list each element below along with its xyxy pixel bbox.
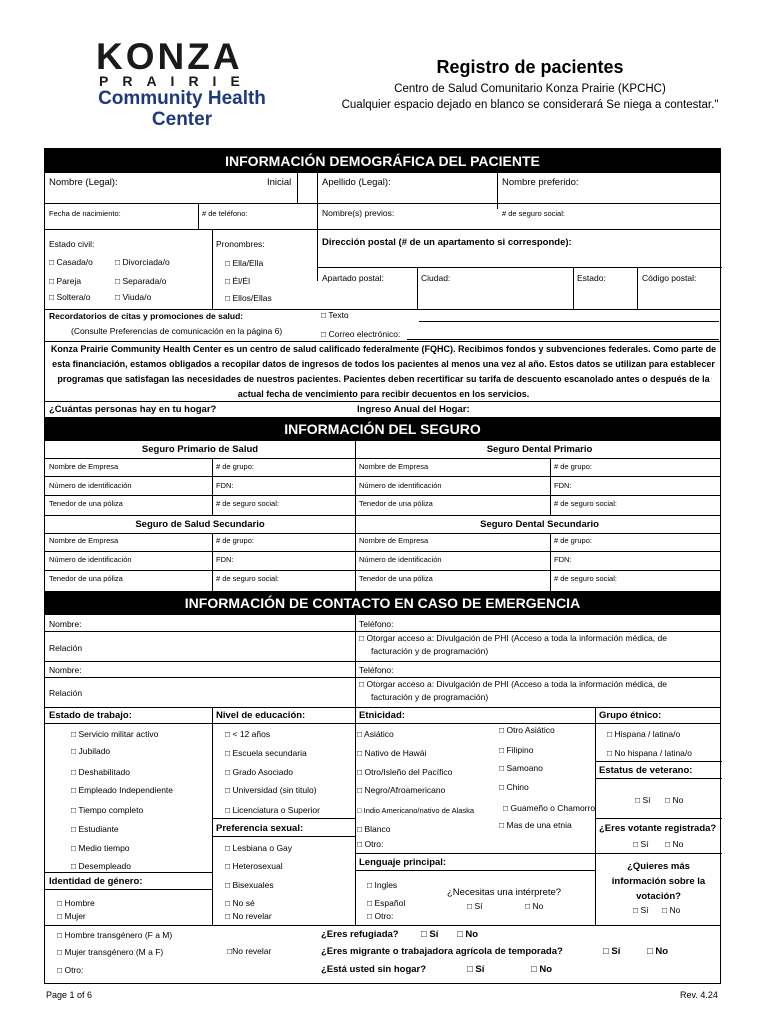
work-part-time[interactable]: □ Medio tiempo [71,843,130,853]
voting-info-q2: información sobre la [611,876,706,887]
previous-names-label[interactable]: Nombre(s) previos: [322,208,395,218]
section-emergency: INFORMACIÓN DE CONTACTO EN CASO DE EMERGENCIA [45,591,720,615]
po-box-label[interactable]: Apartado postal: [322,273,384,283]
education-label: Nivel de educación: [216,710,306,721]
gender-trans-woman[interactable]: □ Mujer transgénero (M a F) [57,947,164,957]
ethnic-group-label: Grupo étnico: [599,710,662,721]
marital-soltera[interactable]: □ Soltera/o [49,292,91,302]
edu-university[interactable]: □ Universidad (sin titulo) [225,785,317,795]
work-student[interactable]: □ Estudiante [71,824,119,834]
sexpref-no-reveal[interactable]: □ No revelar [225,911,272,921]
marital-divorciada[interactable]: □ Divorciada/o [115,257,170,267]
veteran-no[interactable]: □ No [665,795,684,805]
ins2-ssn[interactable]: # de seguro social: [216,574,279,583]
logo-chc-line1: Community Health [98,88,266,109]
eth-other[interactable]: □ Otro: [357,839,384,849]
emerg1-phi-cont: facturación y de programación) [371,646,489,656]
city-label[interactable]: Ciudad: [421,273,451,283]
logo-prairie: PRAIRIE [99,73,254,89]
household-income-label[interactable]: Ingreso Anual del Hogar: [357,404,470,415]
homeless-no[interactable]: □ No [531,964,553,975]
eth-filipino[interactable]: □ Filipino [499,745,534,755]
voter-registered-label: ¿Eres votante registrada? [599,823,717,834]
dob-label[interactable]: Fecha de nacimiento: [49,209,121,218]
ins2-id[interactable]: Número de identificación [49,555,132,564]
ins2-group[interactable]: # de grupo: [216,536,254,545]
dent2-holder[interactable]: Tenedor de una póliza [359,574,433,583]
voting-info-yes[interactable]: □ Sí [633,905,649,915]
edu-high-school[interactable]: □ Escuela secundaria [225,748,307,758]
language-label: Lenguaje principal: [359,857,447,868]
fqhc-notice: Konza Prairie Community Health Center es un centro de salud calificado federalmente (FQHC). Recibimos fondos y subvenciones federales. Como parte de esta financiación, estamos obligados a recopilar datos de ingresos de todos los pacientes al menos una vez al año. Estos datos se utilizan para establecer programas que satisfagan las necesidades de nuestros pacientes. Pacientes deben recertificar su tarifa de descuento escanolado antes o después de la actual fecha de vencimiento para recibir decuentos en los servicios. [50,344,717,399]
gender-woman[interactable]: □ Mujer [57,911,86,921]
revision: Rev. 4.24 [680,990,718,1000]
initial-label[interactable]: Inicial [267,177,292,188]
pronouns-label: Pronombres: [216,239,265,249]
logo-chc-line2: Center [151,109,213,130]
ins1-id[interactable]: Número de identificación [49,481,132,490]
primary-dental-insurance: Seguro Dental Primario [486,444,593,455]
sexpref-dont-know[interactable]: □ No sé [225,898,255,908]
interpreter-label: ¿Necesitas una intérprete? [447,887,562,898]
ins1-fdn[interactable]: FDN: [216,481,234,490]
lang-english[interactable]: □ Ingles [367,880,398,890]
dent2-group[interactable]: # de grupo: [554,536,592,545]
kpchc-logo [96,36,271,132]
marital-status-label: Estado civil: [49,239,95,249]
migrant-label: ¿Eres migrante o trabajadora agrícola de temporada? [321,946,563,957]
emerg2-phone[interactable]: Teléfono: [359,665,394,675]
pronoun-el[interactable]: □ Él/Él [225,276,250,286]
eth-asian[interactable]: □ Asiático [357,729,394,739]
marital-casada[interactable]: □ Casada/o [49,257,93,267]
lang-spanish[interactable]: □ Español [367,898,406,908]
dent2-ssn[interactable]: # de seguro social: [554,574,617,583]
last-name-label[interactable]: Apellido (Legal): [322,177,391,188]
voter-yes[interactable]: □ Sí [633,839,649,849]
page-number: Page 1 of 6 [46,990,93,1000]
marital-pareja[interactable]: □ Pareja [49,276,82,286]
eth-native[interactable]: □ Indio Americano/nativo de Alaska [357,806,475,815]
mailing-address-label[interactable]: Dirección postal (# de un apartamento si corresponde): [322,237,572,248]
ins1-holder[interactable]: Tenedor de una póliza [49,499,123,508]
eth-other-asian[interactable]: □ Otro Asiático [499,725,555,735]
header-subtitle [320,81,740,113]
eth-chinese[interactable]: □ Chino [499,782,529,792]
migrant-no[interactable]: □ No [647,946,669,957]
voting-info-q3: votación? [636,891,681,902]
gender-trans-man[interactable]: □ Hombre transgénero (F a M) [57,930,173,940]
legal-name-label[interactable]: Nombre (Legal): [49,177,118,188]
ins1-ssn[interactable]: # de seguro social: [216,499,279,508]
interpreter-no[interactable]: □ No [525,901,544,911]
eth-hawaiian[interactable]: □ Nativo de Hawái [357,748,427,758]
ssn-label[interactable]: # de seguro social: [502,209,565,218]
eth-white[interactable]: □ Blanco [357,824,391,834]
sexual-preference-label: Preferencia sexual: [216,823,304,834]
household-size-label[interactable]: ¿Cuántas personas hay en tu hogar? [49,404,217,415]
refugee-no[interactable]: □ No [457,929,479,940]
preferred-name-label[interactable]: Nombre preferido: [502,177,579,188]
header-line1: Centro de Salud Comunitario Konza Prairie (KPCHC) [394,83,666,95]
eth-guamanian[interactable]: □ Guameño o Chamorro [503,803,596,813]
dent1-holder[interactable]: Tenedor de una póliza [359,499,433,508]
work-military[interactable]: □ Servicio militar activo [71,729,159,739]
eth-black[interactable]: □ Negro/Afroamericano [357,785,446,795]
homeless-label: ¿Está usted sin hogar? [321,964,427,975]
logo-konza: KONZA [96,36,243,77]
zip-label[interactable]: Código postal: [642,273,697,283]
ethnicity-label: Etnicidad: [359,710,405,721]
phone-label[interactable]: # de teléfono: [202,209,248,218]
refugee-label: ¿Eres refugiada? [321,929,399,940]
dent1-company[interactable]: Nombre de Empresa [359,462,429,471]
page-title: Registro de pacientes [436,57,624,77]
patient-form [44,148,721,984]
section-demographics: INFORMACIÓN DEMOGRÁFICA DEL PACIENTE [45,149,720,173]
dent1-fdn[interactable]: FDN: [554,481,572,490]
dent1-group[interactable]: # de grupo: [554,462,592,471]
gender-other[interactable]: □ Otro: [57,965,84,975]
marital-separada[interactable]: □ Separada/o [115,276,167,286]
pronoun-ella[interactable]: □ Ella/Ella [225,258,264,268]
edu-under-12[interactable]: □ < 12 años [225,729,271,739]
hispanic[interactable]: □ Hispana / latina/o [607,729,681,739]
dent2-id[interactable]: Número de identificación [359,555,442,564]
ins2-company[interactable]: Nombre de Empresa [49,536,119,545]
edu-associate[interactable]: □ Grado Asociado [225,767,293,777]
secondary-dental-insurance: Seguro Dental Secundario [480,519,599,530]
gender-man[interactable]: □ Hombre [57,898,95,908]
header-line2: Cualquier espacio dejado en blanco se considerará Se niega a contestar." [341,99,719,111]
eth-multi[interactable]: □ Mas de una etnia [499,820,572,830]
voting-info-no[interactable]: □ No [662,905,681,915]
work-retired[interactable]: □ Jubilado [71,746,111,756]
sexpref-hetero[interactable]: □ Heterosexual [225,861,283,871]
state-label[interactable]: Estado: [577,273,606,283]
work-self-employed[interactable]: □ Empleado Independiente [71,785,174,795]
emerg2-phi-cont: facturación y de programación) [371,692,489,702]
emerg2-relation[interactable]: Relación [49,688,83,698]
emerg1-name[interactable]: Nombre: [49,619,82,629]
work-disabled[interactable]: □ Deshabilitado [71,767,131,777]
emerg2-phi[interactable]: □ Otorgar acceso a: Divulgación de PHI (Acceso a toda la información médica, de [359,679,667,689]
dent1-id[interactable]: Número de identificación [359,481,442,490]
reminders-label: Recordatorios de citas y promociones de salud: [49,311,244,321]
sexpref-lesbian-gay[interactable]: □ Lesbiana o Gay [225,843,293,853]
ins1-company[interactable]: Nombre de Empresa [49,462,119,471]
dent2-company[interactable]: Nombre de Empresa [359,536,429,545]
gender-identity-label: Identidad de género: [49,876,143,887]
emerg1-phone[interactable]: Teléfono: [359,619,394,629]
emerg1-phi[interactable]: □ Otorgar acceso a: Divulgación de PHI (Acceso a toda la información médica, de [359,633,667,643]
secondary-health-insurance: Seguro de Salud Secundario [135,519,265,530]
lang-other[interactable]: □ Otro: [367,911,394,921]
reminder-text-checkbox[interactable]: □ Texto [321,310,349,320]
voter-no[interactable]: □ No [665,839,684,849]
work-status-label: Estado de trabajo: [49,710,132,721]
sexpref-bi[interactable]: □ Bisexuales [225,880,274,890]
work-unemployed[interactable]: □ Desempleado [71,861,131,871]
non-hispanic[interactable]: □ No hispana / latina/o [607,748,692,758]
refugee-yes[interactable]: □ Sí [421,929,439,940]
ins2-fdn[interactable]: FDN: [216,555,234,564]
veteran-yes[interactable]: □ Sí [635,795,651,805]
dent2-fdn[interactable]: FDN: [554,555,572,564]
veteran-label: Estatus de veterano: [599,765,693,776]
interpreter-yes[interactable]: □ Sí [467,901,483,911]
work-full-time[interactable]: □ Tiempo completo [71,805,144,815]
eth-pacific[interactable]: □ Otro/Isleño del Pacífico [357,767,453,777]
ins2-holder[interactable]: Tenedor de una póliza [49,574,123,583]
section-insurance: INFORMACIÓN DEL SEGURO [45,417,720,441]
pronoun-ellos[interactable]: □ Ellos/Ellas [225,293,272,303]
migrant-yes[interactable]: □ Sí [603,946,621,957]
homeless-yes[interactable]: □ Sí [467,964,485,975]
primary-health-insurance: Seguro Primario de Salud [141,444,259,455]
emerg1-relation[interactable]: Relación [49,643,83,653]
dent1-ssn[interactable]: # de seguro social: [554,499,617,508]
emerg2-name[interactable]: Nombre: [49,665,82,675]
edu-bachelor[interactable]: □ Licenciatura o Superior [225,805,320,815]
reminder-email-checkbox[interactable]: □ Correo electrónico: [321,329,401,339]
eth-samoan[interactable]: □ Samoano [499,763,543,773]
ins1-group[interactable]: # de grupo: [216,462,254,471]
gender-no-reveal[interactable]: □No revelar [227,946,272,956]
marital-viuda[interactable]: □ Viuda/o [115,292,152,302]
voting-info-q1: ¿Quieres más [627,861,690,872]
reminders-note: (Consulte Preferencias de comunicación en la página 6) [71,326,283,336]
